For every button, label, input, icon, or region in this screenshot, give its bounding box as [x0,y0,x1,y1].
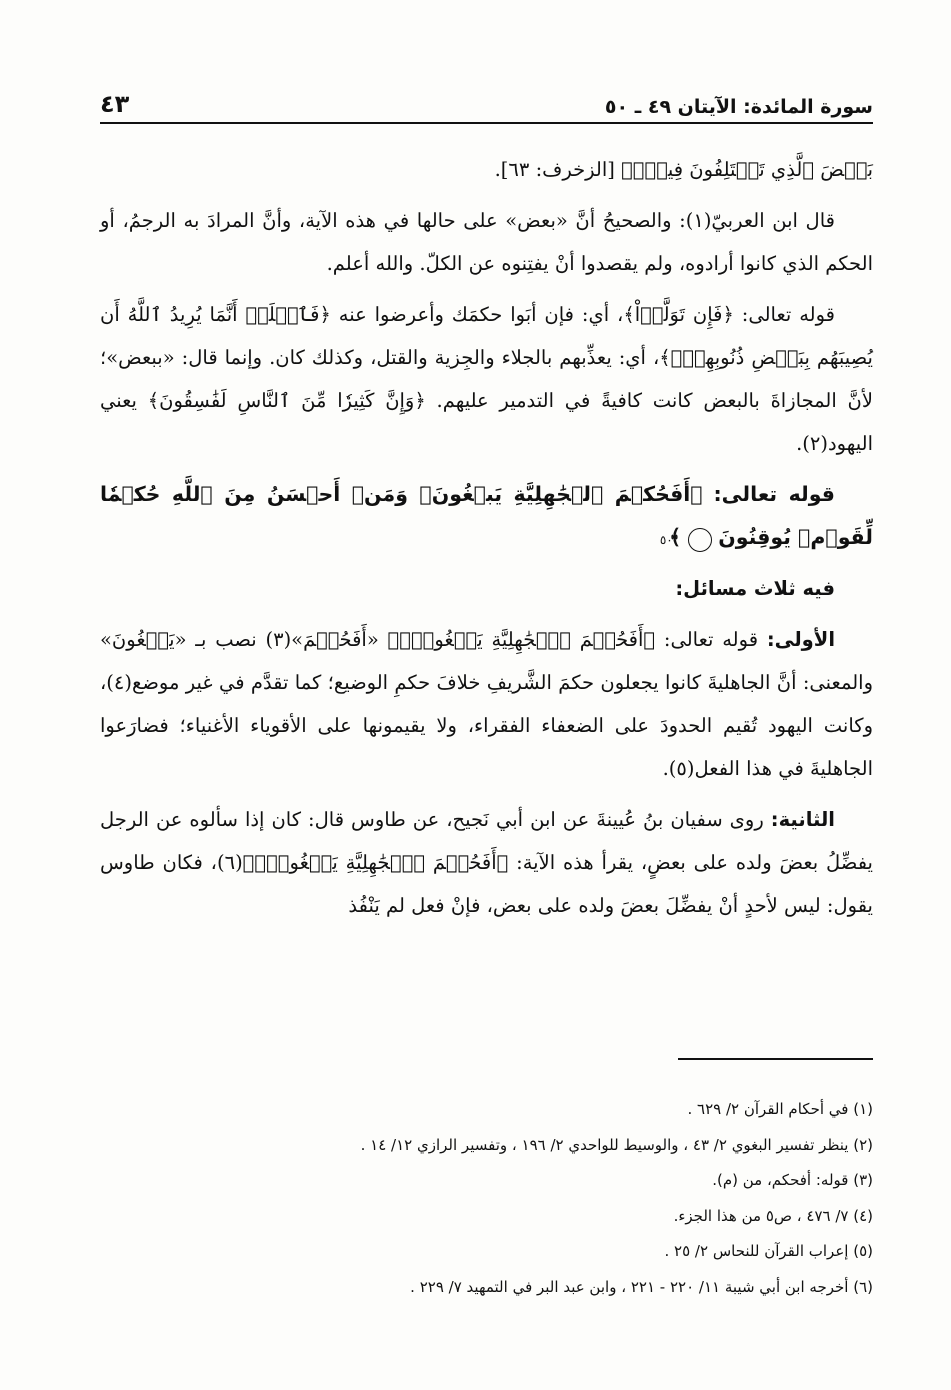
ayah-number: ٥٠ [688,528,712,552]
main-text [100,148,873,935]
paragraph-1: بَعۡضَ ٱلَّذِي تَخۡتَلِفُونَ فِيهِۖ﴾ [الزخرف: ٦٣]. [494,158,873,181]
footnote-divider [678,1058,873,1060]
footnote-2: (٢) ينظر تفسير البغوي ٢/ ٤٣ ، والوسيط للواحدي ٢/ ١٩٦ ، وتفسير الرازي ١٢/ ١٤ . [360,1135,873,1154]
issues-heading: فيه ثلاث مسائل: [675,577,835,600]
footnote-3: (٣) قوله: أفحكم، من (م). [712,1171,873,1189]
first-issue-label: الأولى: [766,628,836,651]
page-number: ٤٣ [100,90,130,118]
header-title: سورة المائدة: الآيتان ٤٩ ـ ٥٠ [604,96,873,118]
footnotes [100,1092,873,1305]
paragraph-second-issue [100,798,873,927]
paragraph-2: قال ابن العربيّ(١): والصحيحُ أنَّ «بعض» على حالها في هذه الآية، وأنَّ المرادَ به الرجمُ، أو الحكم الذي كانوا أرادوه، ولم يقصدوا أنْ يفتِنوه عن الكلّ. والله أعلم. [100,209,873,275]
footnote-6: (٦) أخرجه ابن أبي شيبة ١١/ ٢٢٠ - ٢٢١ ، وابن عبد البر في التمهيد ٧/ ٢٢٩ . [410,1277,873,1296]
footnote-1: (١) في أحكام القرآن ٢/ ٦٢٩ . [687,1100,873,1118]
verse-label: قوله تعالى: [713,482,835,506]
second-issue-text: روى سفيان بنُ عُيينةَ عن ابن أبي نَجيح، عن طاوس قال: كان إذا سألوه عن الرجل يفضِّلُ بعضَ ولده على بعضٍ، يقرأ هذه الآية: ﴿أَفَحُكۡمَ ٱلۡجَٰهِلِيَّةِ يَبۡغُونَۚ﴾(٦)، فكان طاوس يقول: ليس لأحدٍ أنْ يفضِّلَ بعضَ ولده على بعض، فإنْ فعل لم يَنْفُذ [100,808,873,917]
first-issue-text: قوله تعالى: ﴿أَفَحُكۡمَ ٱلۡجَٰهِلِيَّةِ يَبۡغُونَۚ﴾ «أَفَحُكۡمَ»(٣) نصب بـ «يَبۡغُونَ» والمعنى: أنَّ الجاهليةَ كانوا يجعلون حكمَ الشَّريفِ خلافَ حكمِ الوضيع؛ كما تقدَّم في غير موضع(٤)، وكانت اليهود تُقيم الحدودَ على الضعفاء الفقراء، ولا يقيمونها على الأقوياء الأغنياء؛ فضارَعوا الجاهليةَ في هذا الفعل(٥). [100,628,873,780]
verse-text: ﴿أَفَحُكۡمَ ٱلۡجَٰهِلِيَّةِ يَبۡغُونَۚ وَمَنۡ أَحۡسَنُ مِنَ ٱللَّهِ حُكۡمٗا لِّقَوۡمٖ يُوقِنُونَ [100,482,873,549]
verse-close: ﴾ [669,525,682,549]
verse-block [100,473,873,559]
second-issue-label: الثانية: [770,808,835,831]
footnote-4: (٤) ٧/ ٤٧٦ ، ص٥ من هذا الجزء. [673,1206,873,1225]
paragraph-first-issue [100,618,873,790]
paragraph-3: قوله تعالى: ﴿فَإِن تَوَلَّوۡاْ﴾، أي: فإن أبَوا حكمَك وأعرضوا عنه ﴿فَٱعۡلَمۡ أَنَّمَا يُرِيدُ ٱللَّهُ أَن يُصِيبَهُم بِبَعۡضِ ذُنُوبِهِمۡۗ﴾، أي: يعذِّبهم بالجلاء والجِزية والقتل، وكذلك كان. وإنما قال: «ببعض»؛ لأنَّ المجازاةَ بالبعض كانت كافيةً في التدمير عليهم. ﴿وَإِنَّ كَثِيرٗا مِّنَ ٱلنَّاسِ لَفَٰسِقُونَ﴾ يعني اليهود(٢). [100,303,873,455]
running-header [100,80,873,124]
footnote-5: (٥) إعراب القرآن للنحاس ٢/ ٢٥ . [664,1242,873,1260]
